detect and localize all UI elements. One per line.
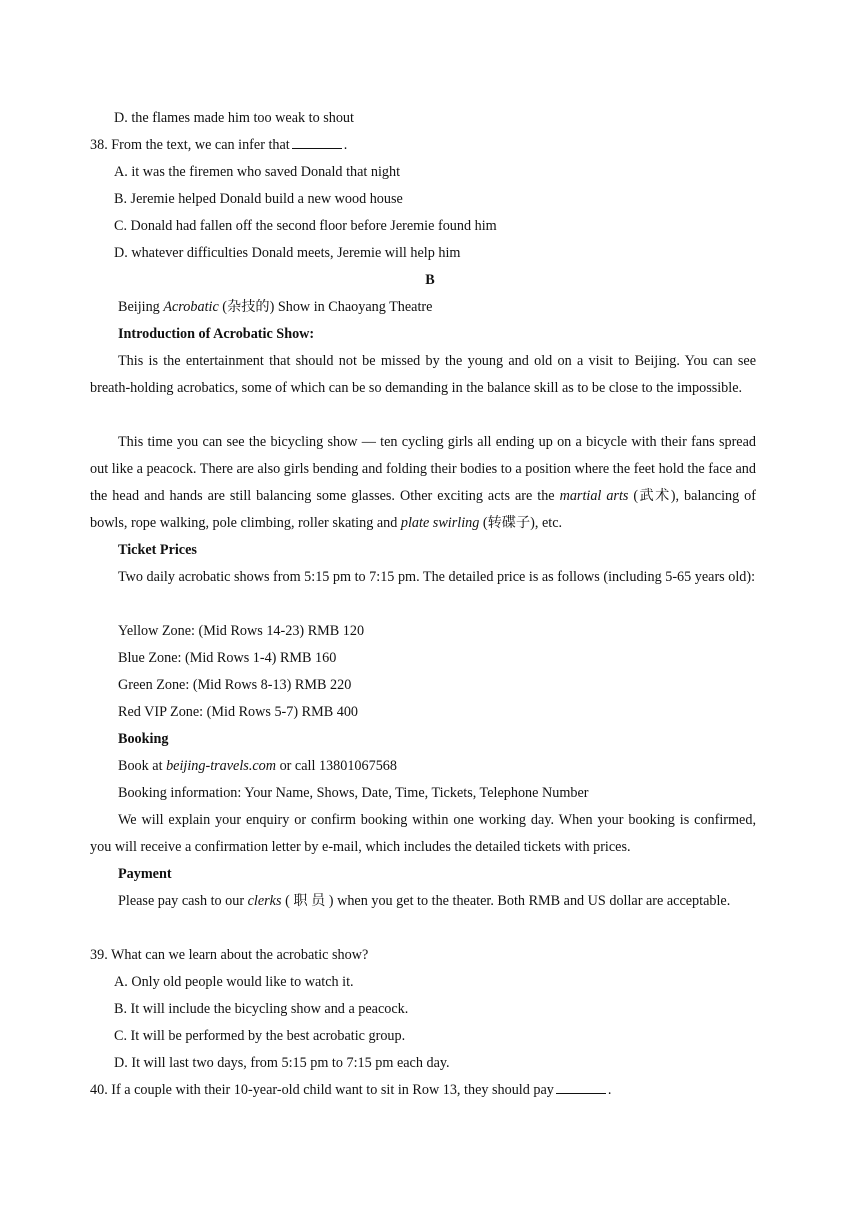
payment-heading: Payment [118,866,172,882]
zone-red-vip: Red VIP Zone: (Mid Rows 5-7) RMB 400 [118,704,359,720]
tickets-heading: Ticket Prices [118,542,197,558]
q39-stem: 39. What can we learn about the acrobatic show? [90,947,369,963]
q38-option-a: A. it was the firemen who saved Donald that night [114,164,401,180]
answer-blank [556,1081,606,1094]
q38-option-d: D. whatever difficulties Donald meets, Jeremie will help him [114,245,461,261]
intro-paragraph-2: This time you can see the bicycling show — ten cycling girls all ending up on a bicycle with their fans spread out like a peacock. There are also girls bending and folding their bodies to a position where the feet hold the face and the head and hands are still balancing some glasses. Other exciting acts are the martial arts (武术), balancing of bowls, rope walking, pole climbing, roller skating and plate swirling (转碟子), etc. [90,434,756,531]
booking-line: Book at beijing-travels.com or call 13801067568 [118,758,397,774]
zone-green: Green Zone: (Mid Rows 8-13) RMB 220 [118,677,352,693]
q38-option-b: B. Jeremie helped Donald build a new wood house [114,191,403,207]
passage-title: Beijing Acrobatic (杂技的) Show in Chaoyang Theatre [118,299,433,315]
zone-yellow: Yellow Zone: (Mid Rows 14-23) RMB 120 [118,623,365,639]
q39-option-d: D. It will last two days, from 5:15 pm to 7:15 pm each day. [114,1055,450,1071]
answer-blank [292,136,342,149]
q38-option-c: C. Donald had fallen off the second floor before Jeremie found him [114,218,497,234]
booking-heading: Booking [118,731,169,747]
payment-paragraph: Please pay cash to our clerks ( 职 员 ) when you get to the theater. Both RMB and US dollar are acceptable. [118,893,731,909]
q39-option-c: C. It will be performed by the best acrobatic group. [114,1028,406,1044]
zone-blue: Blue Zone: (Mid Rows 1-4) RMB 160 [118,650,337,666]
intro-heading: Introduction of Acrobatic Show: [118,326,315,342]
booking-website: beijing-travels.com [166,758,277,774]
booking-info: Booking information: Your Name, Shows, Date, Time, Tickets, Telephone Number [118,785,589,801]
intro-paragraph-1: This is the entertainment that should not be missed by the young and old on a visit to Beijing. You can see breath-holding acrobatics, some of which can be so demanding in the balance skill as to be close to the impossible. [90,353,756,396]
tickets-paragraph: Two daily acrobatic shows from 5:15 pm to 7:15 pm. The detailed price is as follows (including 5-65 years old): [118,569,756,585]
q38-stem: 38. From the text, we can infer that . [90,137,348,153]
booking-paragraph: We will explain your enquiry or confirm booking within one working day. When your booking is confirmed, you will receive a confirmation letter by e-mail, which includes the detailed tickets with prices. [90,812,756,855]
section-label: B [425,272,435,288]
q39-option-b: B. It will include the bicycling show and a peacock. [114,1001,409,1017]
q39-option-a: A. Only old people would like to watch it. [114,974,354,990]
q40-stem: 40. If a couple with their 10-year-old child want to sit in Row 13, they should pay . [90,1082,612,1098]
q37-option-d: D. the flames made him too weak to shout [114,110,354,126]
